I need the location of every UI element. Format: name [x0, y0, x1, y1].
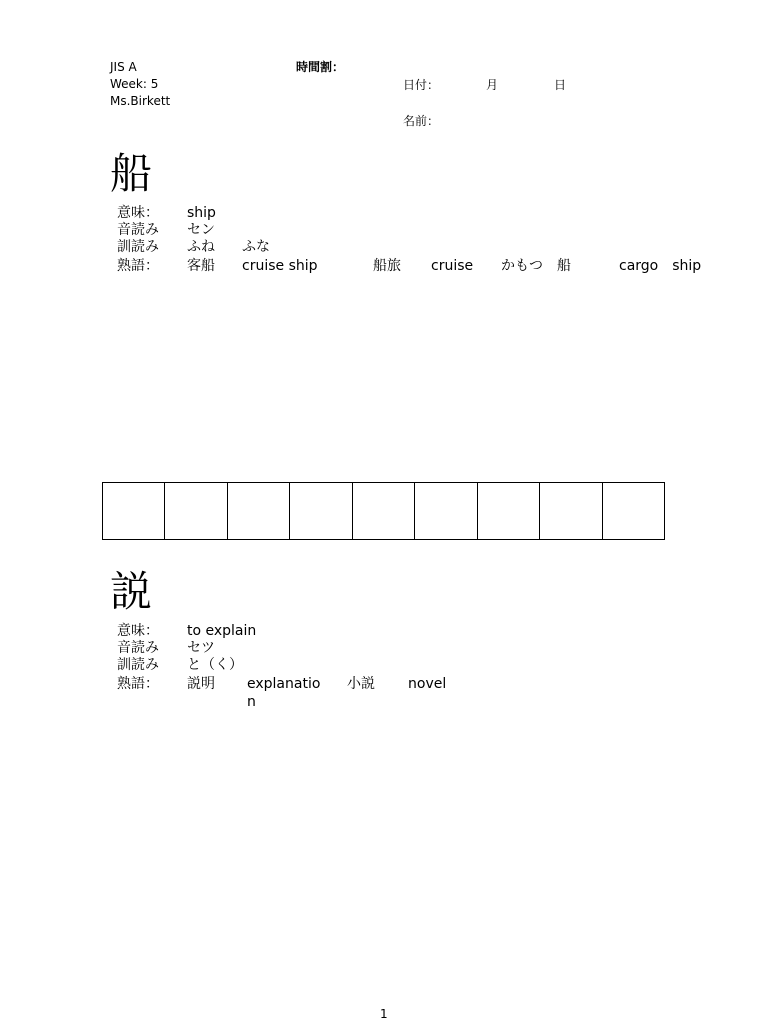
compounds-label: 熟語：: [117, 676, 159, 692]
compound-gloss: cruise ship: [242, 258, 318, 274]
kunyomi-label: 訓読み: [117, 657, 159, 673]
practice-box: [478, 483, 540, 539]
compound-gloss: cargo ship: [619, 258, 702, 274]
compounds-label: 熟語：: [117, 258, 159, 274]
month-label: 月: [486, 78, 499, 92]
practice-box: [603, 483, 664, 539]
date-label: 日付：: [403, 78, 440, 92]
onyomi-value: セツ: [187, 640, 215, 656]
kunyomi-value: と（く）: [187, 657, 243, 673]
practice-box: [290, 483, 352, 539]
onyomi-label: 音読み: [117, 640, 159, 656]
onyomi-value: セン: [187, 222, 215, 238]
meaning-label: 意味：: [117, 205, 159, 221]
onyomi-label: 音読み: [117, 222, 159, 238]
kanji-character: 説: [110, 567, 153, 616]
compound-gloss-continuation: n: [247, 694, 256, 710]
kunyomi-value: ふな: [242, 239, 270, 255]
compound-word: かもつ 船: [501, 258, 571, 274]
kunyomi-label: 訓読み: [117, 239, 159, 255]
meaning-label: 意味：: [117, 623, 159, 639]
compound-gloss: explanatio: [247, 676, 321, 692]
week-label: Week: 5: [110, 77, 159, 91]
timetable-label: 時間割：: [296, 60, 345, 74]
kanji-character: 船: [110, 149, 153, 198]
teacher-name: Ms.Birkett: [110, 94, 171, 108]
meaning-value: ship: [187, 205, 216, 221]
compound-word: 説明: [187, 676, 215, 692]
compound-word: 小説: [347, 676, 375, 692]
compound-gloss: novel: [408, 676, 447, 692]
writing-practice-grid: [102, 482, 665, 540]
practice-box: [540, 483, 602, 539]
compound-word: 船旅: [373, 258, 401, 274]
practice-box: [353, 483, 415, 539]
practice-box: [415, 483, 477, 539]
practice-box: [228, 483, 290, 539]
page-number: 1: [380, 1007, 388, 1021]
name-label: 名前：: [403, 114, 440, 128]
kunyomi-value: ふね: [187, 239, 215, 255]
compound-gloss: cruise: [431, 258, 474, 274]
day-label: 日: [554, 78, 567, 92]
practice-box: [103, 483, 165, 539]
meaning-value: to explain: [187, 623, 257, 639]
class-name: JIS A: [110, 60, 137, 74]
practice-box: [165, 483, 227, 539]
compound-word: 客船: [187, 258, 215, 274]
